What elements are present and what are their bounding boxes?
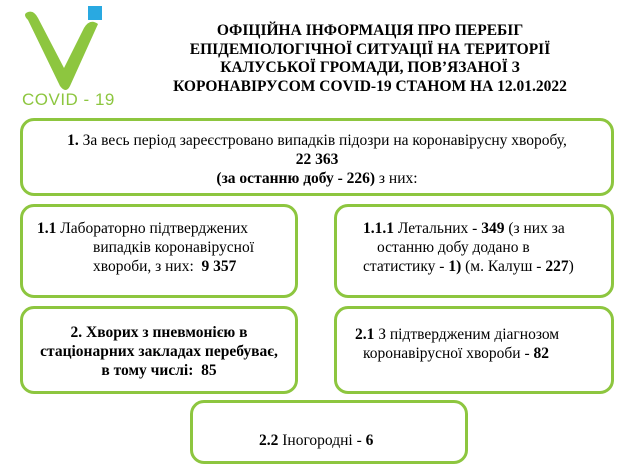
non-residents-value: 6 xyxy=(365,432,374,449)
deaths-note-start: (з них за xyxy=(504,220,565,237)
last-day-tail: з них: xyxy=(375,170,418,187)
kalush-value: 227 xyxy=(545,258,569,275)
kalush-label: (м. Калуш - xyxy=(461,258,546,275)
last-day-line xyxy=(23,169,611,188)
lab-confirmed-line-2: випадків коронавірусної xyxy=(93,239,255,256)
deaths-line-2: останню добу додано в xyxy=(377,239,530,256)
deaths-value: 349 xyxy=(481,220,505,237)
deaths-label: Летальних - xyxy=(394,220,482,237)
confirmed-pneumonia-value: 82 xyxy=(533,345,549,362)
non-residents-box xyxy=(190,400,468,464)
last-day-label: (за останню добу - 226) xyxy=(216,170,376,187)
item-number: 1.1 xyxy=(37,220,57,237)
total-suspected-box xyxy=(20,118,614,196)
confirmed-pneumonia-line-2: коронавірусної хвороби - xyxy=(363,345,534,362)
title-line-4: КОРОНАВІРУСОМ COVID-19 СТАНОМ НА 12.01.2022 xyxy=(173,77,567,95)
total-suspected-label: За весь період зареєстровано випадків підозри на коронавірусну хворобу, xyxy=(78,132,567,149)
pneumonia-line-3: в тому числі: xyxy=(101,362,194,379)
pneumonia-value: 85 xyxy=(201,362,217,379)
deaths-added-value: 1) xyxy=(448,258,462,275)
confirmed-pneumonia-box xyxy=(334,306,614,394)
pneumonia-line-1: 2. Хворих з пневмонією в xyxy=(70,324,248,341)
lab-confirmed-line-3: хвороби, з них: xyxy=(93,258,194,275)
item-number: 1. xyxy=(67,132,79,149)
lab-confirmed-line-1: Лабораторно підтверджених xyxy=(56,220,249,237)
item-number: 1.1.1 xyxy=(363,220,394,237)
pneumonia-box xyxy=(20,306,298,394)
item-number: 2.2 xyxy=(259,432,279,449)
total-suspected-value: 22 363 xyxy=(295,151,339,168)
deaths-box xyxy=(334,204,614,298)
kalush-close: ) xyxy=(568,258,574,275)
confirmed-pneumonia-line-1: З підтвердженим діагнозом xyxy=(374,326,560,343)
page-title xyxy=(120,22,620,96)
deaths-added-label: статистику - xyxy=(363,258,449,275)
item-number: 2.1 xyxy=(355,326,375,343)
pneumonia-line-2: стаціонарних закладах перебуває, xyxy=(40,343,278,360)
logo-text: COVID - 19 xyxy=(22,90,115,109)
total-suspected-text xyxy=(23,131,611,150)
lab-confirmed-value: 9 357 xyxy=(201,258,237,275)
non-residents-label: Іногородні - xyxy=(278,432,366,449)
title-line-1: ОФІЦІЙНА ІНФОРМАЦІЯ ПРО ПЕРЕБІГ xyxy=(216,22,524,39)
title-line-2: ЕПІДЕМІОЛОГІЧНОЇ СИТУАЦІЇ НА ТЕРИТОРІЇ xyxy=(189,40,551,58)
title-line-3: КАЛУСЬКОЇ ГРОМАДИ, ПОВ’ЯЗАНОЇ З xyxy=(220,59,520,76)
lab-confirmed-box xyxy=(20,204,298,298)
